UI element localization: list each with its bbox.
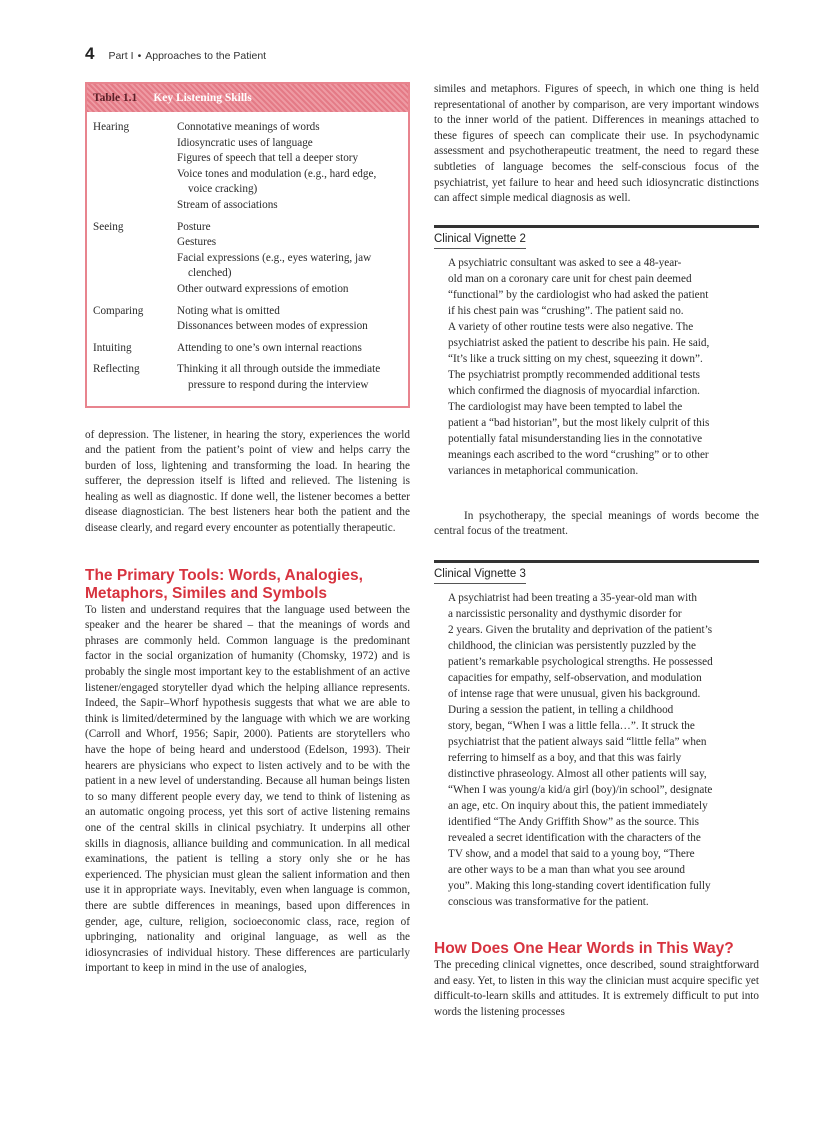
skill-item: Thinking it all through outside the immediate pressure to respond during the interview bbox=[177, 363, 381, 391]
skill-category: Seeing bbox=[93, 220, 124, 233]
vignette-2-title: Clinical Vignette 2 bbox=[434, 228, 526, 249]
vignette-line: “functional” by the cardiologist who had asked the patient bbox=[448, 288, 709, 301]
vignette-line: of intense rage that were unusual, given his background. bbox=[448, 687, 701, 700]
vignette-line: childhood, the clinician was persistently puzzled by the bbox=[448, 639, 696, 652]
skill-item: Noting what is omitted bbox=[177, 304, 280, 317]
vignette-line: a narcissistic personality and dysthymic disorder for bbox=[448, 607, 682, 620]
vignette-line: if his chest pain was “crushing”. The patient said no. bbox=[448, 304, 684, 317]
clinical-vignette-3 bbox=[434, 560, 759, 910]
vignette-line: distinctive phraseology. Almost all other patients will say, bbox=[448, 767, 707, 780]
vignette-line: 2 years. Given the brutality and deprivation of the patient’s bbox=[448, 623, 713, 636]
skill-item: Connotative meanings of words bbox=[177, 121, 320, 133]
skill-list bbox=[177, 362, 402, 393]
vignette-line: “When I was young/a kid/a girl (boy)/in school”, designate bbox=[448, 783, 713, 796]
vignette-line: patient’s remarkable psychological strengths. He possessed bbox=[448, 655, 713, 668]
table-row bbox=[93, 362, 402, 393]
vignette-3-title: Clinical Vignette 3 bbox=[434, 563, 526, 584]
running-head bbox=[108, 50, 266, 62]
paragraph-psychotherapy: In psychotherapy, the special meanings of words become the central focus of the treatment. bbox=[434, 509, 759, 538]
skill-item: Facial expressions (e.g., eyes watering, jaw clenched) bbox=[177, 251, 372, 280]
key-listening-skills-table bbox=[85, 82, 410, 408]
vignette-2-text bbox=[434, 255, 759, 479]
table-number: Table 1.1 bbox=[93, 92, 138, 104]
vignette-line: The psychiatrist promptly recommended additional tests bbox=[448, 368, 700, 381]
vignette-line: revealed a secret identification with the characters of the bbox=[448, 831, 701, 844]
skill-category: Intuiting bbox=[93, 341, 132, 354]
skill-item: Voice tones and modulation (e.g., hard edge, voice cracking) bbox=[177, 167, 377, 196]
vignette-line: you”. Making this long-standing covert identification fully bbox=[448, 879, 711, 892]
running-header bbox=[85, 44, 266, 66]
vignette-line: referring to himself as a boy, and that this was fairly bbox=[448, 751, 682, 764]
vignette-3-text bbox=[434, 590, 759, 910]
skill-category: Comparing bbox=[93, 304, 144, 317]
skill-item: Other outward expressions of emotion bbox=[177, 282, 349, 295]
vignette-line: an age, etc. On inquiry about this, the patient immediately bbox=[448, 799, 708, 812]
left-column bbox=[85, 82, 410, 977]
skill-list bbox=[177, 120, 402, 214]
vignette-line: psychiatrist that the patient always said “little fella” when bbox=[448, 735, 707, 748]
section-heading-hear-words: How Does One Hear Words in This Way? bbox=[434, 939, 734, 957]
table-row bbox=[93, 120, 402, 214]
vignette-line: which confirmed the diagnosis of myocardial infarction. bbox=[448, 384, 700, 397]
skill-item: Attending to one’s own internal reactions bbox=[177, 341, 362, 354]
skill-list bbox=[177, 341, 402, 357]
vignette-line: story, began, “When I was a little fella…”. It struck the bbox=[448, 719, 695, 732]
vignette-line: old man on a coronary care unit for chest pain deemed bbox=[448, 272, 692, 285]
skill-list bbox=[177, 304, 402, 335]
paragraph-similes: similes and metaphors. Figures of speech, in which one thing is held representational of another by comparison, are very important windows to the inner world of the patient. Differences in meanings attached to these figures of speech can complicate their use. In psychodynamic assessment and psychotherapeutic treatment, the need to regard these subtleties of language becomes the self-conscious focus of the psychiatrist, yet failure to hear and heed such idiosyncratic distinctions can affect simple medical diagnosis as well. bbox=[434, 83, 759, 205]
part-label: Part I bbox=[108, 50, 134, 62]
vignette-line: meanings each ascribed to the word “crushing” or to other bbox=[448, 448, 709, 461]
page-number: 4 bbox=[85, 44, 95, 63]
skill-item: Stream of associations bbox=[177, 198, 278, 211]
vignette-line: variances in metaphorical communication. bbox=[448, 464, 639, 477]
right-column bbox=[434, 82, 759, 1020]
vignette-line: are other ways to be a man than what you see around bbox=[448, 863, 686, 876]
vignette-line: A psychiatric consultant was asked to see a 48-year- bbox=[448, 256, 682, 269]
skill-item: Dissonances between modes of expression bbox=[177, 320, 368, 333]
paragraph-depression: of depression. The listener, in hearing the story, experiences the world and the patient from the patient’s point of view and helps carry the burden of loss, lightening and transforming the load. In hearing the sufferer, the depression itself is lifted and relieved. The listening is healing as well as diagnostic. If done well, the listener becomes a better disease diagnostician. The best listeners hear both the patient and the disease clearly, and regard every encounter as potentially therapeutic. bbox=[85, 428, 410, 535]
table-header bbox=[87, 84, 408, 112]
vignette-line: “It’s like a truck sitting on my chest, squeezing it down”. bbox=[448, 352, 703, 365]
vignette-line: capacities for empathy, self-observation, and modulation bbox=[448, 671, 702, 684]
vignette-line: A variety of other routine tests were also negative. The bbox=[448, 320, 694, 333]
skill-category: Reflecting bbox=[93, 363, 140, 376]
vignette-line: identified “The Andy Griffith Show” as the source. This bbox=[448, 815, 699, 828]
skill-item: Figures of speech that tell a deeper story bbox=[177, 152, 359, 165]
section-heading-primary-tools: The Primary Tools: Words, Analogies, Metaphors, Similes and Symbols bbox=[85, 566, 363, 602]
vignette-line: TV show, and a model that said to a young boy, “There bbox=[448, 847, 695, 860]
vignette-line: During a session the patient, in telling a childhood bbox=[448, 703, 674, 716]
paragraph-primary-tools: To listen and understand requires that the language used between the speaker and the hearer be shared – that the meanings of words and phrases are commonly held. Common language is the predominant factor in the social organization of humanity (Chomsky, 1972) and is probably the single most important key to the establishment of an active listener/engaged storyteller dyad which the helping alliance represents. Indeed, the Sapir–Whorf hypothesis suggests that what we are able to think is limited/determined by the language with which we are working (Carroll and Whorf, 1956; Sapir, 2000). Patients are storytellers who have the hope of being heard and understood (Edelson, 1993). Their hearers are physicians who expect to listen actively and to be with the patient in a new level of understanding. Because all human beings listen to so many different people every day, we tend to think of listening as an automatic ongoing process, yet this sort of active listening remains one of the central skills in clinical psychiatry. It underpins all other skills in diagnosis, alliance building and communication. In all medical examinations, the patient is telling a story only she or he has experienced. The physician must glean the salient information and then use it in appropriate ways. Inevitably, even when language is common, there are subtle differences in meanings, based upon differences in gender, age, culture, religion, socioeconomic class, race, region of upbringing, nationality and original language, as well as the idiosyncrasies of individual history. These differences are particularly important to keep in mind in the use of analogies, bbox=[85, 603, 410, 975]
vignette-line: patient a “bad historian”, but the most likely culprit of this bbox=[448, 416, 710, 429]
skill-list bbox=[177, 220, 402, 298]
table-row bbox=[93, 304, 402, 335]
table-row bbox=[93, 220, 402, 298]
table-row bbox=[93, 341, 402, 357]
vignette-line: potentially fatal misunderstanding lies in the connotative bbox=[448, 432, 703, 445]
skill-item: Idiosyncratic uses of language bbox=[177, 136, 313, 149]
clinical-vignette-2 bbox=[434, 225, 759, 479]
skill-item: Gestures bbox=[177, 236, 217, 249]
chapter-title: Approaches to the Patient bbox=[145, 50, 267, 62]
skill-item: Posture bbox=[177, 220, 211, 233]
paragraph-hear-words: The preceding clinical vignettes, once described, sound straightforward and easy. Yet, to listen in this way the clinician must acquire specific yet difficult-to-learn skills and attitudes. It is extremely difficult to put into words the listening processes bbox=[434, 958, 759, 1018]
table-title: Key Listening Skills bbox=[153, 92, 252, 104]
skill-category: Hearing bbox=[93, 121, 130, 133]
vignette-line: A psychiatrist had been treating a 35-year-old man with bbox=[448, 591, 697, 604]
vignette-line: The cardiologist may have been tempted to label the bbox=[448, 400, 683, 413]
table-body bbox=[87, 112, 408, 406]
vignette-line: conscious was transformative for the patient. bbox=[448, 895, 649, 908]
header-separator: • bbox=[137, 50, 142, 62]
vignette-line: psychiatrist asked the patient to describe his pain. He said, bbox=[448, 336, 710, 349]
